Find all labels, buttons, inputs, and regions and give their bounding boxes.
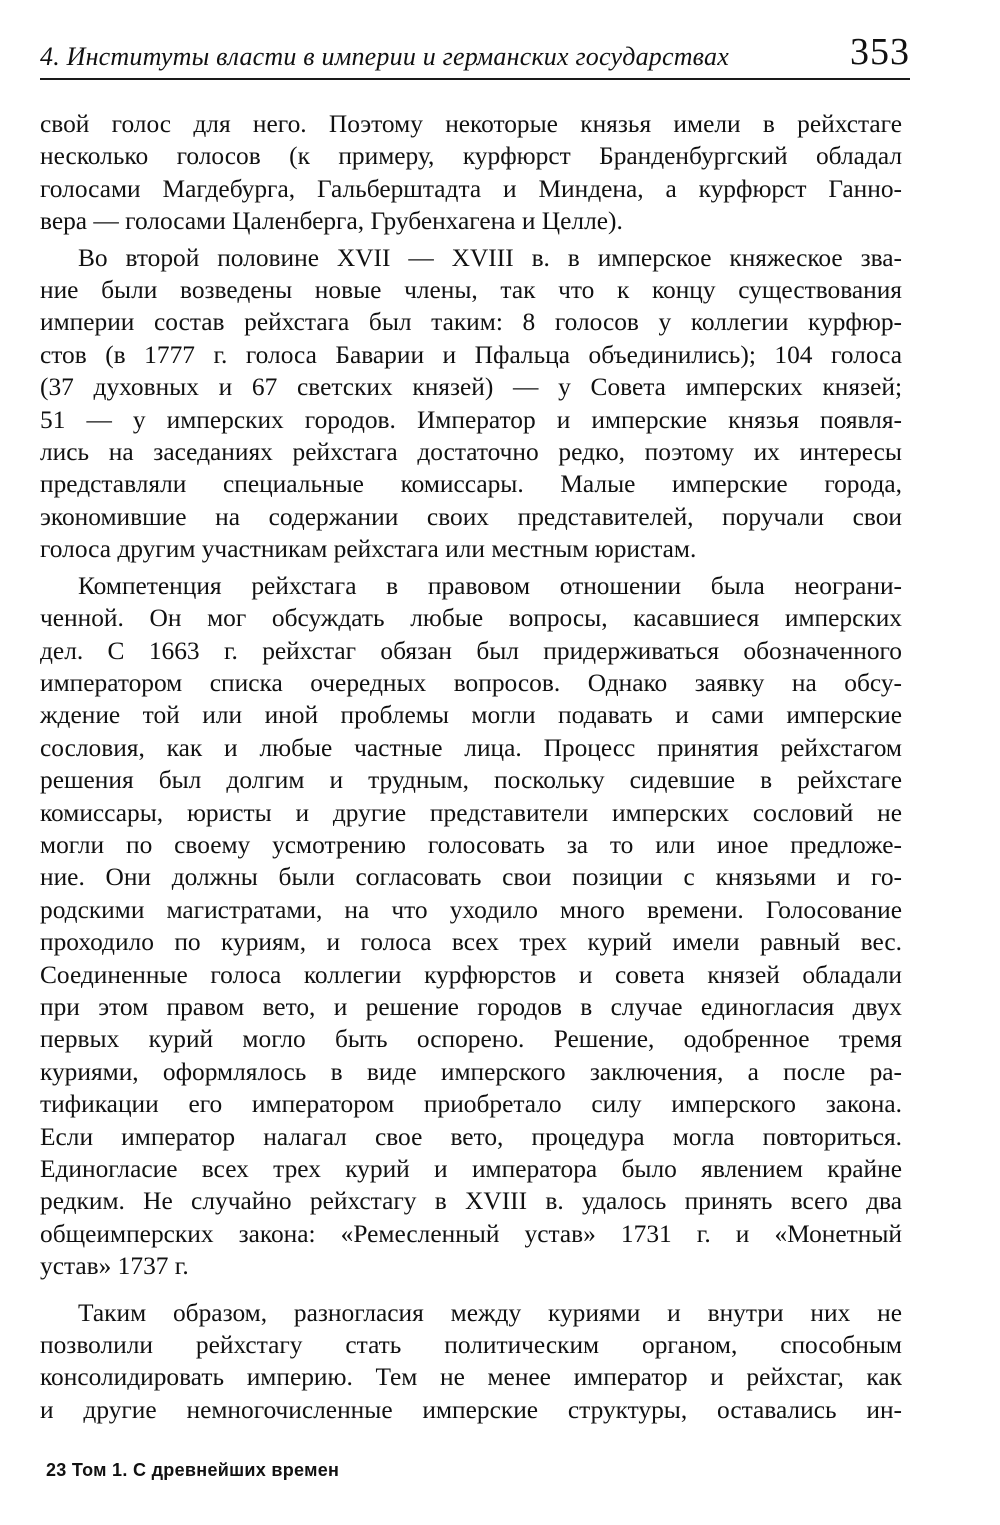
text-line: экономившие на содержании своих представителей, поручали свои	[40, 502, 902, 531]
text-line: Таким образом, разногласия между куриями и внутри них не	[78, 1298, 902, 1327]
text-line: 51 — у имперских городов. Император и имперские князья появля-	[40, 405, 902, 434]
text-line: свой голос для него. Поэтому некоторые князья имели в рейхстаге	[40, 110, 902, 138]
paragraph-2	[40, 242, 902, 566]
text-line: редким. Не случайно рейхстагу в XVIII в. удалось принять всего два	[40, 1187, 902, 1216]
text-line: устав» 1737 г.	[40, 1252, 189, 1281]
text-line: первых курий могло быть оспорено. Решение, одобренное тремя	[40, 1025, 902, 1054]
text-line: голосами Магдебурга, Гальберштадта и Миндена, а курфюрст Ганно-	[40, 174, 902, 203]
text-line: представляли специальные комиссары. Малые имперские города,	[40, 470, 902, 499]
text-line: и другие немногочисленные имперские структуры, оставались ин-	[40, 1395, 902, 1424]
text-line: куриями, оформлялось в виде имперского заключения, а после ра-	[40, 1057, 902, 1086]
text-line: голоса другим участникам рейхстага или местным юристам.	[40, 535, 697, 564]
text-line: империи состав рейхстага был таким: 8 голосов у коллегии курфюр-	[40, 308, 902, 337]
signature-mark: 23 Том 1. С древнейших времен	[46, 1460, 340, 1480]
text-line: консолидировать империю. Тем не менее император и рейхстаг, как	[40, 1363, 902, 1392]
paragraph-3	[40, 570, 902, 1283]
text-line: (37 духовных и 67 светских князей) — у Совета имперских князей;	[40, 373, 902, 402]
paragraph-1	[40, 108, 902, 238]
text-line: Во второй половине XVII — XVIII в. в имперское княжеское зва-	[78, 243, 902, 272]
text-line: ние были возведены новые члены, так что к концу существования	[40, 276, 902, 305]
text-line: Компетенция рейхстага в правовом отношении была неограни-	[78, 571, 902, 600]
text-line: сословия, как и любые частные лица. Процесс принятия рейхстагом	[40, 733, 902, 762]
text-line: ние. Они должны были согласовать свои позиции с князьями и го-	[40, 863, 902, 892]
text-line: при этом правом вето, и решение городов в случае единогласия двух	[40, 992, 902, 1021]
text-line: могли по своему усмотрению голосовать за то или иное предложе-	[40, 830, 902, 859]
text-line: ждение той или иной проблемы могли подавать и сами имперские	[40, 701, 902, 730]
text-line: комиссары, юристы и другие представители имперских сословий не	[40, 798, 902, 827]
text-line: вера — голосами Цаленберга, Грубенхагена и Целле).	[40, 207, 623, 236]
text-line: родскими магистратами, на что уходило много времени. Голосование	[40, 895, 902, 924]
page-number: 353	[850, 31, 910, 73]
text-line: позволили рейхстагу стать политическим органом, способным	[40, 1331, 902, 1360]
paragraph-4	[40, 1297, 902, 1427]
text-line: несколько голосов (к примеру, курфюрст Бранденбургский обладал	[40, 142, 902, 171]
text-line: Единогласие всех трех курий и императора было явлением крайне	[40, 1155, 902, 1183]
text-line: лись на заседаниях рейхстага достаточно редко, поэтому их интересы	[40, 438, 902, 467]
running-title: 4. Институты власти в империи и германских государствах	[40, 42, 729, 71]
text-line: Если император налагал свое вето, процедура могла повториться.	[40, 1122, 902, 1151]
text-line: Соединенные голоса коллегии курфюрстов и совета князей обладали	[40, 960, 902, 989]
text-line: дел. С 1663 г. рейхстаг обязан был придерживаться обозначенного	[40, 636, 902, 665]
text-line: императором списка очередных вопросов. Однако заявку на обсу-	[40, 668, 902, 697]
body-text	[40, 108, 902, 1426]
text-line: проходило по куриям, и голоса всех трех курий имели равный вес.	[40, 928, 902, 957]
text-line: ченной. Он мог обсуждать любые вопросы, касавшиеся имперских	[40, 604, 902, 633]
text-line: стов (в 1777 г. голоса Баварии и Пфальца объединились); 104 голоса	[40, 340, 902, 369]
text-line: общеимперских закона: «Ремесленный устав» 1731 г. и «Монетный	[40, 1219, 902, 1248]
text-line: решения был долгим и трудным, поскольку сидевшие в рейхстаге	[40, 766, 902, 795]
page-header	[40, 30, 910, 80]
text-line: тификации его императором приобретало силу имперского закона.	[40, 1090, 902, 1119]
